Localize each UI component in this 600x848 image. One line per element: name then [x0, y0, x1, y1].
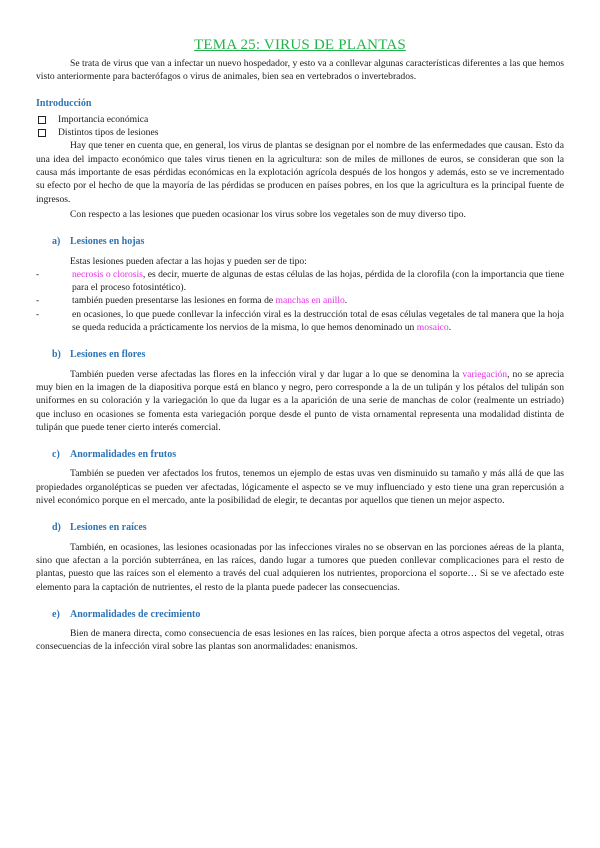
section-letter: d) [52, 522, 61, 534]
section-heading-anormalidades-crecimiento [52, 608, 564, 621]
highlight-text: manchas en anillo [275, 295, 345, 307]
section-heading-lesiones-hojas [52, 235, 564, 248]
dash-bullet-icon: - [36, 308, 40, 320]
raices-paragraph: También, en ocasiones, las lesiones ocasionadas por las infecciones virales no se observan en las porciones aéreas de la planta, sino que afectan a la porción subterránea, en las raíces, dando lugar a tumores que pueden conllevar complicaciones para el resto de plantas, puesto que las raíces son el elemento a través del cual adquieren los nutrientes, proporciona el soporte… Si se ve afectado este elemento para la captación de nutrientes, el resto de la planta puede padecer las consecuencias. [36, 541, 564, 593]
section-letter: e) [52, 608, 60, 620]
highlight-text: mosaico [416, 322, 449, 334]
intro-paragraph: Se trata de virus que van a infectar un nuevo hospedador, y esto va a conllevar algunas características diferentes a las que hemos visto anteriormente para bacterófagos o virus de animales, bien sea en vertebrados o invertebrados. [36, 58, 564, 83]
checkbox-bullet-icon [38, 129, 46, 137]
flores-paragraph: También pueden verse afectadas las flores en la infección viral y dar lugar a lo que se denomina la variegación, no se aprecia muy bien en la imagen de la diapositiva porque está en blanco y negro, pero corresponde a la de un tulipán y los pétalos del tulipán son uniformes en su coloración y la variegación lo que da lugar es a la aparición de una serie de manchas de color (realmente un estriado) que incluso en ocasiones se fomenta esta variegación porque desde el punto de vista ornamental representa una modalidad distinta de tulipán que puede tener cierto interés comercial. [36, 368, 564, 433]
section-heading-anormalidades-frutos [52, 448, 564, 461]
section-heading-lesiones-flores [52, 348, 564, 361]
section-heading-lesiones-raices [52, 521, 564, 534]
section-letter: b) [52, 349, 61, 361]
hojas-intro: Estas lesiones pueden afectar a las hojas y pueden ser de tipo: [70, 255, 307, 267]
highlight-text: necrosis o clorosis [72, 268, 143, 280]
crecimiento-paragraph: Bien de manera directa, como consecuencia de esas lesiones en las raíces, bien porque afecta a otros aspectos del vegetal, otras consecuencias de la infección viral sobre las plantas son anormalidades: enanismos. [36, 628, 564, 653]
list-item: Distintos tipos de lesiones [36, 126, 564, 139]
section-heading-introduccion: Introducción [36, 97, 92, 109]
checkbox-bullet-icon [38, 116, 46, 124]
section-title: Anormalidades en frutos [70, 449, 177, 461]
introduccion-paragraph-2: Con respecto a las lesiones que pueden ocasionar los virus sobre los vegetales son de muy diverso tipo. [70, 208, 466, 220]
section-title: Lesiones en flores [70, 349, 146, 361]
frutos-paragraph: También se pueden ver afectados los frutos, tenemos un ejemplo de estas uvas ven disminuido su tamaño y más allá de que las propiedades organolépticas se pueden ver afectadas, lógicamente el aspecto se ve muy influenciado y esto tiene una gran repercusión a nivel económico porque en el mercado, ante la posibilidad de elegir, te decantas por aquellos que tienen un mejor aspecto. [36, 468, 564, 507]
list-item: Importancia económica [36, 113, 564, 126]
list-item: - también pueden presentarse las lesiones en forma de manchas en anillo. [36, 295, 348, 307]
list-item: - necrosis o clorosis, es decir, muerte de algunas de estas células de las hojas, pérdida de la clorofila (con la importancia que tiene para el proceso fotosintético). [36, 268, 564, 294]
highlight-text: variegación [462, 368, 508, 380]
dash-bullet-icon: - [36, 268, 40, 280]
section-letter: a) [52, 236, 61, 248]
section-title: Lesiones en raíces [70, 522, 147, 534]
section-title: Lesiones en hojas [70, 236, 145, 248]
introduccion-paragraph-1: Hay que tener en cuenta que, en general, los virus de plantas se designan por el nombre de las enfermedades que causan. Esto da una idea del impacto económico que tales virus tienen en la agricultura: son de miles de millones de euros, se consideran que son la causa más importante de esas pérdidas económicas en la explotación agrícola después de los hongos y además, esto se ve incrementado su efecto por el hecho de que la mayoría de las pérdidas se producen en países pobres, en los que la agricultura es la principal fuente de ingresos. [36, 140, 564, 205]
list-item: - en ocasiones, lo que puede conllevar la infección viral es la destrucción total de esas células vegetales de tal manera que la hoja se queda reducida a prácticamente los nervios de la misma, lo que hemos denominado un mosaico. [36, 308, 564, 334]
section-letter: c) [52, 449, 60, 461]
page-title: TEMA 25: VIRUS DE PLANTAS [194, 37, 406, 53]
section-title: Anormalidades de crecimiento [70, 608, 201, 620]
document-page [36, 36, 564, 654]
dash-bullet-icon: - [36, 295, 40, 307]
